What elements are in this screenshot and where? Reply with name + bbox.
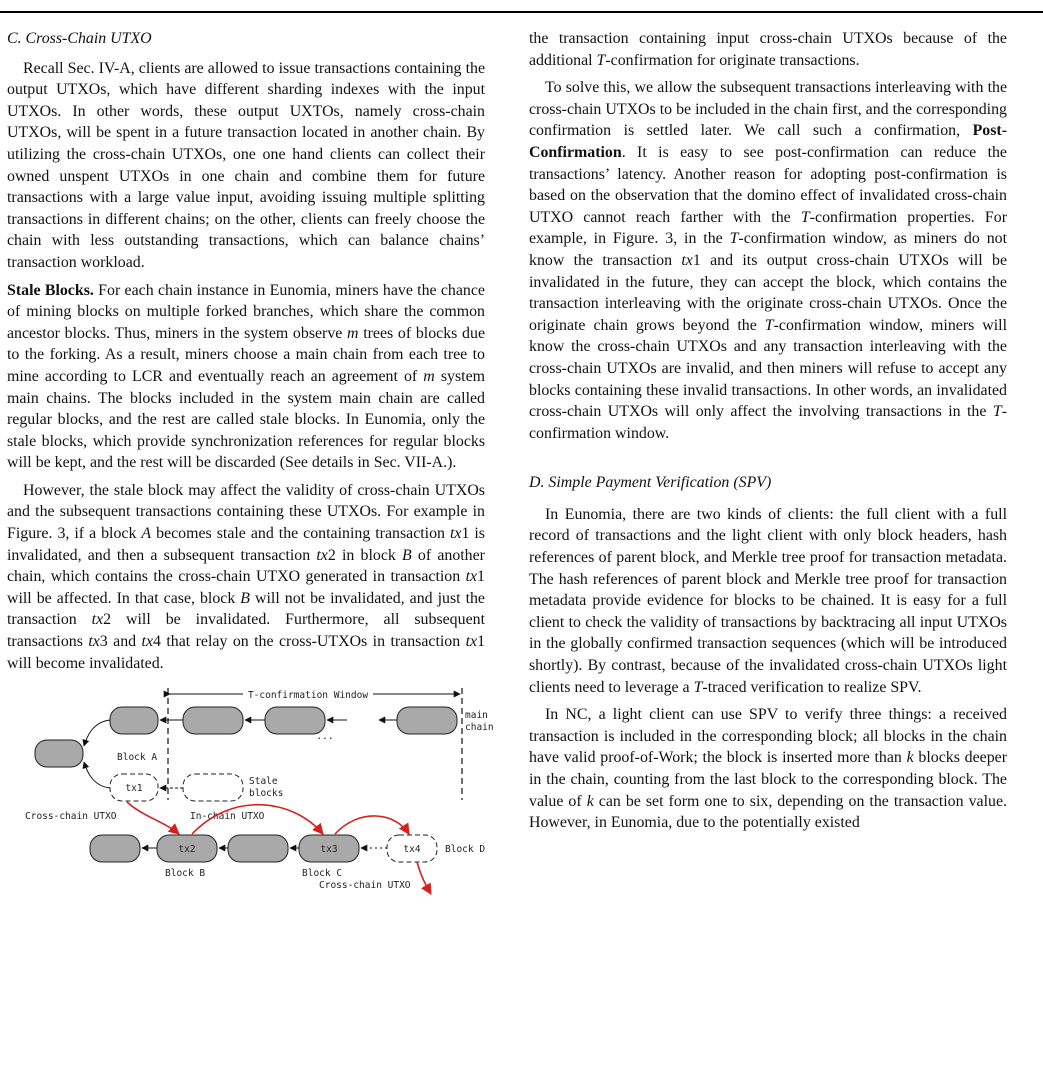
post-confirmation-term: Post-Confirmation xyxy=(529,122,1007,161)
top-rule xyxy=(0,11,1043,13)
label-block-d: Block D xyxy=(445,844,486,856)
paragraph-spv-clients: In Eunomia, there are two kinds of clients: the full client with a full record of transactions and the light client with only block headers, hash references of parent block, and Merkle tree proof for transaction metadata. The hash references of parent block and Merkle tree proof for transaction metadata provide evidence for blocks to be chained. It is easy for a full client to check the validity of transactions by backtracing all input UTXOs in the globally confirmed transaction sequences (which will be introduced shortly). By contrast, because of the invalidated cross-chain UTXOs light clients need to leverage a T-traced verification to realize SPV. xyxy=(529,505,1007,696)
section-d-title: D. Simple Payment Verification (SPV) xyxy=(529,474,772,492)
block-main-4 xyxy=(397,707,457,734)
paragraph-continuation: the transaction containing input cross-chain UTXOs because of the additional T-confirmation for originate transactions. xyxy=(529,30,1007,69)
stale-label-2: blocks xyxy=(249,788,284,800)
right-column xyxy=(529,28,1007,834)
paragraph-post-confirmation: To solve this, we allow the subsequent transactions interleaving with the cross-chain UTXOs to be included in the chain first, and the corresponding confirmation is settled later. We call such a confirmation, Post-Confirmation. It is easy to see post-confirmation can reduce the transactions’ latency. Another reason for adopting post-confirmation is based on the observation that the domino effect of invalidated cross-chain UTXO cannot reach farther with the T-confirmation properties. For example, in Figure. 3, in the T-confirmation window, as miners do not know the transaction tx1 and its output cross-chain UTXOs will be invalidated in the future, they can accept the block, which contains the transaction interleaving with the originate cross-chain UTXOs. Once the originate chain grows beyond the T-confirmation window, miners will know the cross-chain UTXOs and any transaction interleaving with the cross-chain UTXOs are invalid, and then miners will refuse to accept any blocks containing these invalid transactions. In other words, an invalidated cross-chain UTXOs will only affect the involving transactions in the T-confirmation window. xyxy=(529,79,1007,442)
left-column xyxy=(7,28,494,970)
window-label: T-confirmation Window xyxy=(247,690,369,702)
block-lower-3 xyxy=(228,835,288,862)
label-tx4: tx4 xyxy=(403,844,421,856)
paragraph-cross-chain-utxo: Recall Sec. IV-A, clients are allowed to issue transactions containing the output UTXOs, which have different sharding indexes with the input UTXOs. In other words, these output UXTOs, namely cross-chain UTXOs, will be spent in a future transaction located in another chain. By utilizing the cross-chain UTXOs, one one hand clients can collect their owned unspent UTXOs in one chain and combine them for future transactions with a large value input, avoiding issuing multiple splitting transactions in different chains; on the other, clients can freely choose the chain with less outstanding transactions, which can balance chains’ transaction workload. xyxy=(7,59,485,271)
main-chain-label-2: chain xyxy=(465,722,494,734)
ellipsis: ... xyxy=(316,731,334,743)
paragraph-spv-nc: In NC, a light client can use SPV to verify three things: a received transaction is included in the corresponding block; all blocks in the chain have valid proof-of-Work; the block is inserted more than k blocks deeper in the chain, counting from the last block to the corresponding block. The value of k can be set form one to six, depending on the transaction value. However, in Eunomia, due to the potentially existed xyxy=(529,706,1007,832)
figure-3-diagram xyxy=(7,680,494,970)
label-in-chain-utxo: In-chain UTXO xyxy=(190,811,265,823)
red-arrow-tx1-tx2 xyxy=(127,802,179,834)
paragraph-stale-effect: However, the stale block may affect the validity of cross-chain UTXOs and the subsequent transactions containing these UTXOs. For example in Figure. 3, if a block A becomes stale and the containing transaction tx1 is invalidated, and then a subsequent transaction tx2 in block B of another chain, which contains the cross-chain UTXO generated in transaction tx1 will be affected. In that case, block B will not be invalidated, and just the transaction tx2 will be invalidated. Furthermore, all subsequent transactions tx3 and tx4 that relay on the cross-UTXOs in transaction tx1 will become invalidated. xyxy=(7,481,486,672)
stale-block xyxy=(183,774,243,801)
red-arrow-tx4-out xyxy=(417,862,431,894)
label-block-a: Block A xyxy=(117,752,158,764)
block-genesis xyxy=(35,740,83,767)
red-arrow-tx3-tx4 xyxy=(335,816,409,834)
block-lower-1 xyxy=(90,835,140,862)
block-main-2 xyxy=(183,707,243,734)
stale-label-1: Stale xyxy=(249,776,278,788)
label-tx1: tx1 xyxy=(125,783,143,795)
label-tx3: tx3 xyxy=(320,844,338,856)
block-main-1 xyxy=(110,707,158,734)
label-tx2: tx2 xyxy=(178,844,196,856)
label-cross-chain-utxo-2: Cross-chain UTXO xyxy=(319,880,411,892)
label-block-b: Block B xyxy=(165,868,206,880)
figure-svg xyxy=(7,680,494,970)
label-cross-chain-utxo: Cross-chain UTXO xyxy=(25,811,117,823)
label-block-c: Block C xyxy=(302,868,343,880)
paragraph-stale-blocks: Stale Blocks. For each chain instance in Eunomia, miners have the chance of mining blocks on multiple forked branches, which share the common ancestor blocks. Thus, miners in the system observe m trees of blocks due to the forking. As a result, miners choose a main chain from each tree to mine according to LCR and eventually reach an agreement of m system main chains. The blocks included in the system main chain are called regular blocks, and the rest are called stale blocks. In Eunomia, only the stale blocks, which provide synchronization references for regular blocks will be kept, and the rest will be discarded (See details in Sec. VII-A.). xyxy=(7,281,485,472)
block-main-3 xyxy=(265,707,325,734)
section-c-title: C. Cross-Chain UTXO xyxy=(7,30,152,47)
run-in-heading-stale-blocks: Stale Blocks. xyxy=(7,281,94,299)
main-chain-label-1: main xyxy=(465,710,488,722)
